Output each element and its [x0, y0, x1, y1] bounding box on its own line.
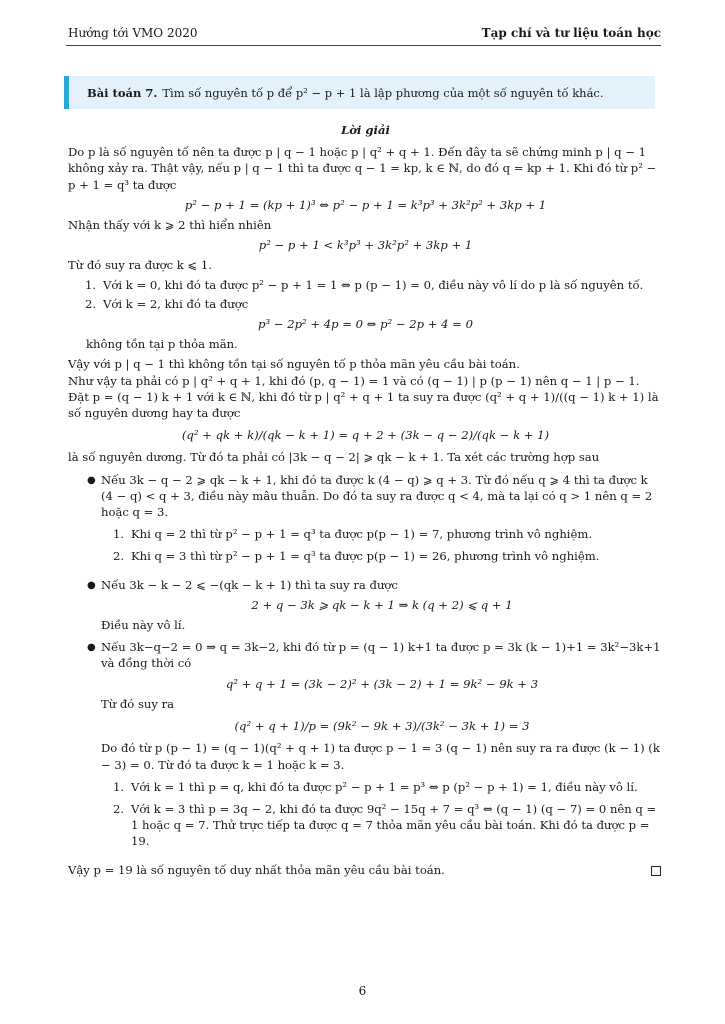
bullet-icon: ● [87, 642, 96, 654]
equation: p² − p + 1 < k³p³ + 3k²p² + 3kp + 1 [258, 238, 473, 253]
paragraph: Nhận thấy với k ⩾ 2 thì hiển nhiên [68, 218, 272, 233]
page-number: 6 [358, 984, 367, 998]
paragraph: Do p là số nguyên tố nên ta được p | q − 1 hoặc p | q² + q + 1. Đến đây ta sẽ chứng minh p | q − 1 không xảy ra. Thật vậy, nếu p | q − 1 thì ta được q − 1 = kp, k ∈ ℕ, do đó q = kp + 1. Khi đó từ p² − p + 1 = q³ ta được [68, 145, 657, 192]
paragraph: không tồn tại p thỏa mãn. [86, 337, 238, 352]
conclusion: Vậy p = 19 là số nguyên tố duy nhất thỏa mãn yêu cầu bài toán. [68, 862, 445, 877]
case-item: ● Nếu 3k − k − 2 ⩽ −(qk − k + 1) thì ta suy ra được 2 + q − 3k ⩾ qk − k + 1 ⇒ k (q + 2) ⩽ q + 1 Điều này vô lí. [87, 577, 663, 634]
paragraph: Như vậy ta phải có p | q² + q + 1, khi đó (p, q − 1) = 1 và có (q − 1) | p (p − 1) nên q − 1 | p − 1. Đặt p = (q − 1) k + 1 với k ∈ ℕ, khi đó từ p | q² + q + 1 ta suy ra được (q² + q + 1)/((q − 1) k + 1) là số nguyên dương hay ta được [68, 373, 659, 421]
header-left: Hướng tới VMO 2020 [68, 26, 198, 40]
list-item: 2. Với k = 3 thì p = 3q − 2, khi đó ta được 9q² − 15q + 7 = q³ ⇔ (q − 1) (q − 7) = 0 nên q = 1 hoặc q = 7. Thử trực tiếp ta được q = 7 thỏa mãn yêu cầu bài toán. Khi đó ta được p = 19. [113, 801, 657, 849]
paragraph: là số nguyên dương. Từ đó ta phải có |3k − q − 2| ⩾ qk − k + 1. Ta xét các trường hợp sau [68, 450, 600, 465]
case-item: ● Nếu 3k − q − 2 ⩾ qk − k + 1, khi đó ta được k (4 − q) ⩾ q + 3. Từ đó nếu q ⩾ 4 thì ta được k (4 − q) < q + 3, điều này mâu thuẫn. Do đó ta suy ra được q < 4, mà ta lại có q > 1 nên q = 2 hoặc q = 3. 1. Khi q = 2 thì từ p² − p + 1 = q³ ta được p(p − 1) = 7, phương trình vô nghiệm. 2. Khi q = 3 thì từ p² − p + 1 = q³ ta được p(p − 1) = 26, phương trình vô nghiệm. [87, 472, 663, 571]
case-item: ● Nếu 3k−q−2 = 0 ⇒ q = 3k−2, khi đó từ p = (q − 1) k+1 ta được p = 3k (k − 1)+1 = 3k²−3k+1 và đồng thời có q² + q + 1 = (3k − 2)² + (3k − 2) + 1 = 9k² − 9k + 3 Từ đó suy ra (q² + q + 1)/p = (9k² − 9k + 3)/(3k² − 3k + 1) = 3 Do đó từ p (p − 1) = (q − 1)(q² + q + 1) ta được p − 1 = 3 (q − 1) nên suy ra ra được (k − 1) (k − 3) = 0. Từ đó ta được k = 1 hoặc k = 3. 1. Với k = 1 thì p = q, khi đó ta được p² − p + 1 = p³ ⇔ p (p² − p + 1) = 1, điều này vô lí. 2. Với k = 3 thì p = 3q − 2, khi đó ta được 9q² − 15q + 7 = q³ ⇔ (q − 1) (q − 7) = 0 nên q = 1 hoặc q = 7. Thử trực tiếp ta được q = 7 thỏa mãn yêu cầu bài toán. Khi đó ta được p = 19. [87, 639, 663, 855]
bullet-icon: ● [87, 579, 96, 591]
equation: 2 + q − 3k ⩾ qk − k + 1 ⇒ k (q + 2) ⩽ q + 1 [251, 597, 513, 612]
numbered-list [85, 277, 663, 312]
conclusion-line [68, 862, 663, 878]
equation: p³ − 2p² + 4p = 0 ⇔ p² − 2p + 4 = 0 [258, 317, 473, 332]
list-item: 1. Khi q = 2 thì từ p² − p + 1 = q³ ta được p(p − 1) = 7, phương trình vô nghiệm. [113, 527, 593, 542]
qed-square-icon [651, 866, 661, 876]
header-right: Tạp chí và tư liệu toán học [481, 26, 661, 40]
bullet-icon: ● [87, 474, 96, 486]
numbered-list [113, 779, 663, 850]
equation: q² + q + 1 = (3k − 2)² + (3k − 2) + 1 = 9k² − 9k + 3 [225, 676, 539, 691]
list-item: 1. Với k = 0, khi đó ta được p² − p + 1 = 1 ⇔ p (p − 1) = 0, điều này vô lí do p là số nguyên tố. [85, 277, 644, 292]
paragraph: Vậy với p | q − 1 thì không tồn tại số nguyên tố p thỏa mãn yêu cầu bài toán. [68, 357, 520, 372]
list-item: 2. Với k = 2, khi đó ta được [85, 296, 249, 311]
numbered-list [113, 526, 663, 564]
problem-text: Tìm số nguyên tố p để p² − p + 1 là lập phương của một số nguyên tố khác. [162, 85, 604, 100]
equation: p² − p + 1 = (kp + 1)³ ⇔ p² − p + 1 = k³p³ + 3k²p² + 3kp + 1 [184, 197, 547, 212]
header-rule [66, 45, 661, 46]
list-item: 2. Khi q = 3 thì từ p² − p + 1 = q³ ta được p(p − 1) = 26, phương trình vô nghiệm. [113, 549, 600, 564]
equation: (q² + qk + k)/(qk − k + 1) = q + 2 + (3k − q − 2)/(qk − k + 1) [181, 428, 550, 443]
equation: (q² + q + 1)/p = (9k² − 9k + 3)/(3k² − 3k + 1) = 3 [234, 719, 530, 734]
paragraph: Từ đó suy ra được k ⩽ 1. [68, 258, 212, 273]
solution-title: Lời giải [341, 123, 390, 137]
case-list [87, 472, 663, 856]
problem-label: Bài toán 7. [87, 85, 158, 100]
page-header [68, 26, 661, 40]
problem-box [64, 76, 655, 109]
solution [68, 121, 663, 878]
list-item: 1. Với k = 1 thì p = q, khi đó ta được p² − p + 1 = p³ ⇔ p (p² − p + 1) = 1, điều này vô lí. [113, 779, 638, 794]
